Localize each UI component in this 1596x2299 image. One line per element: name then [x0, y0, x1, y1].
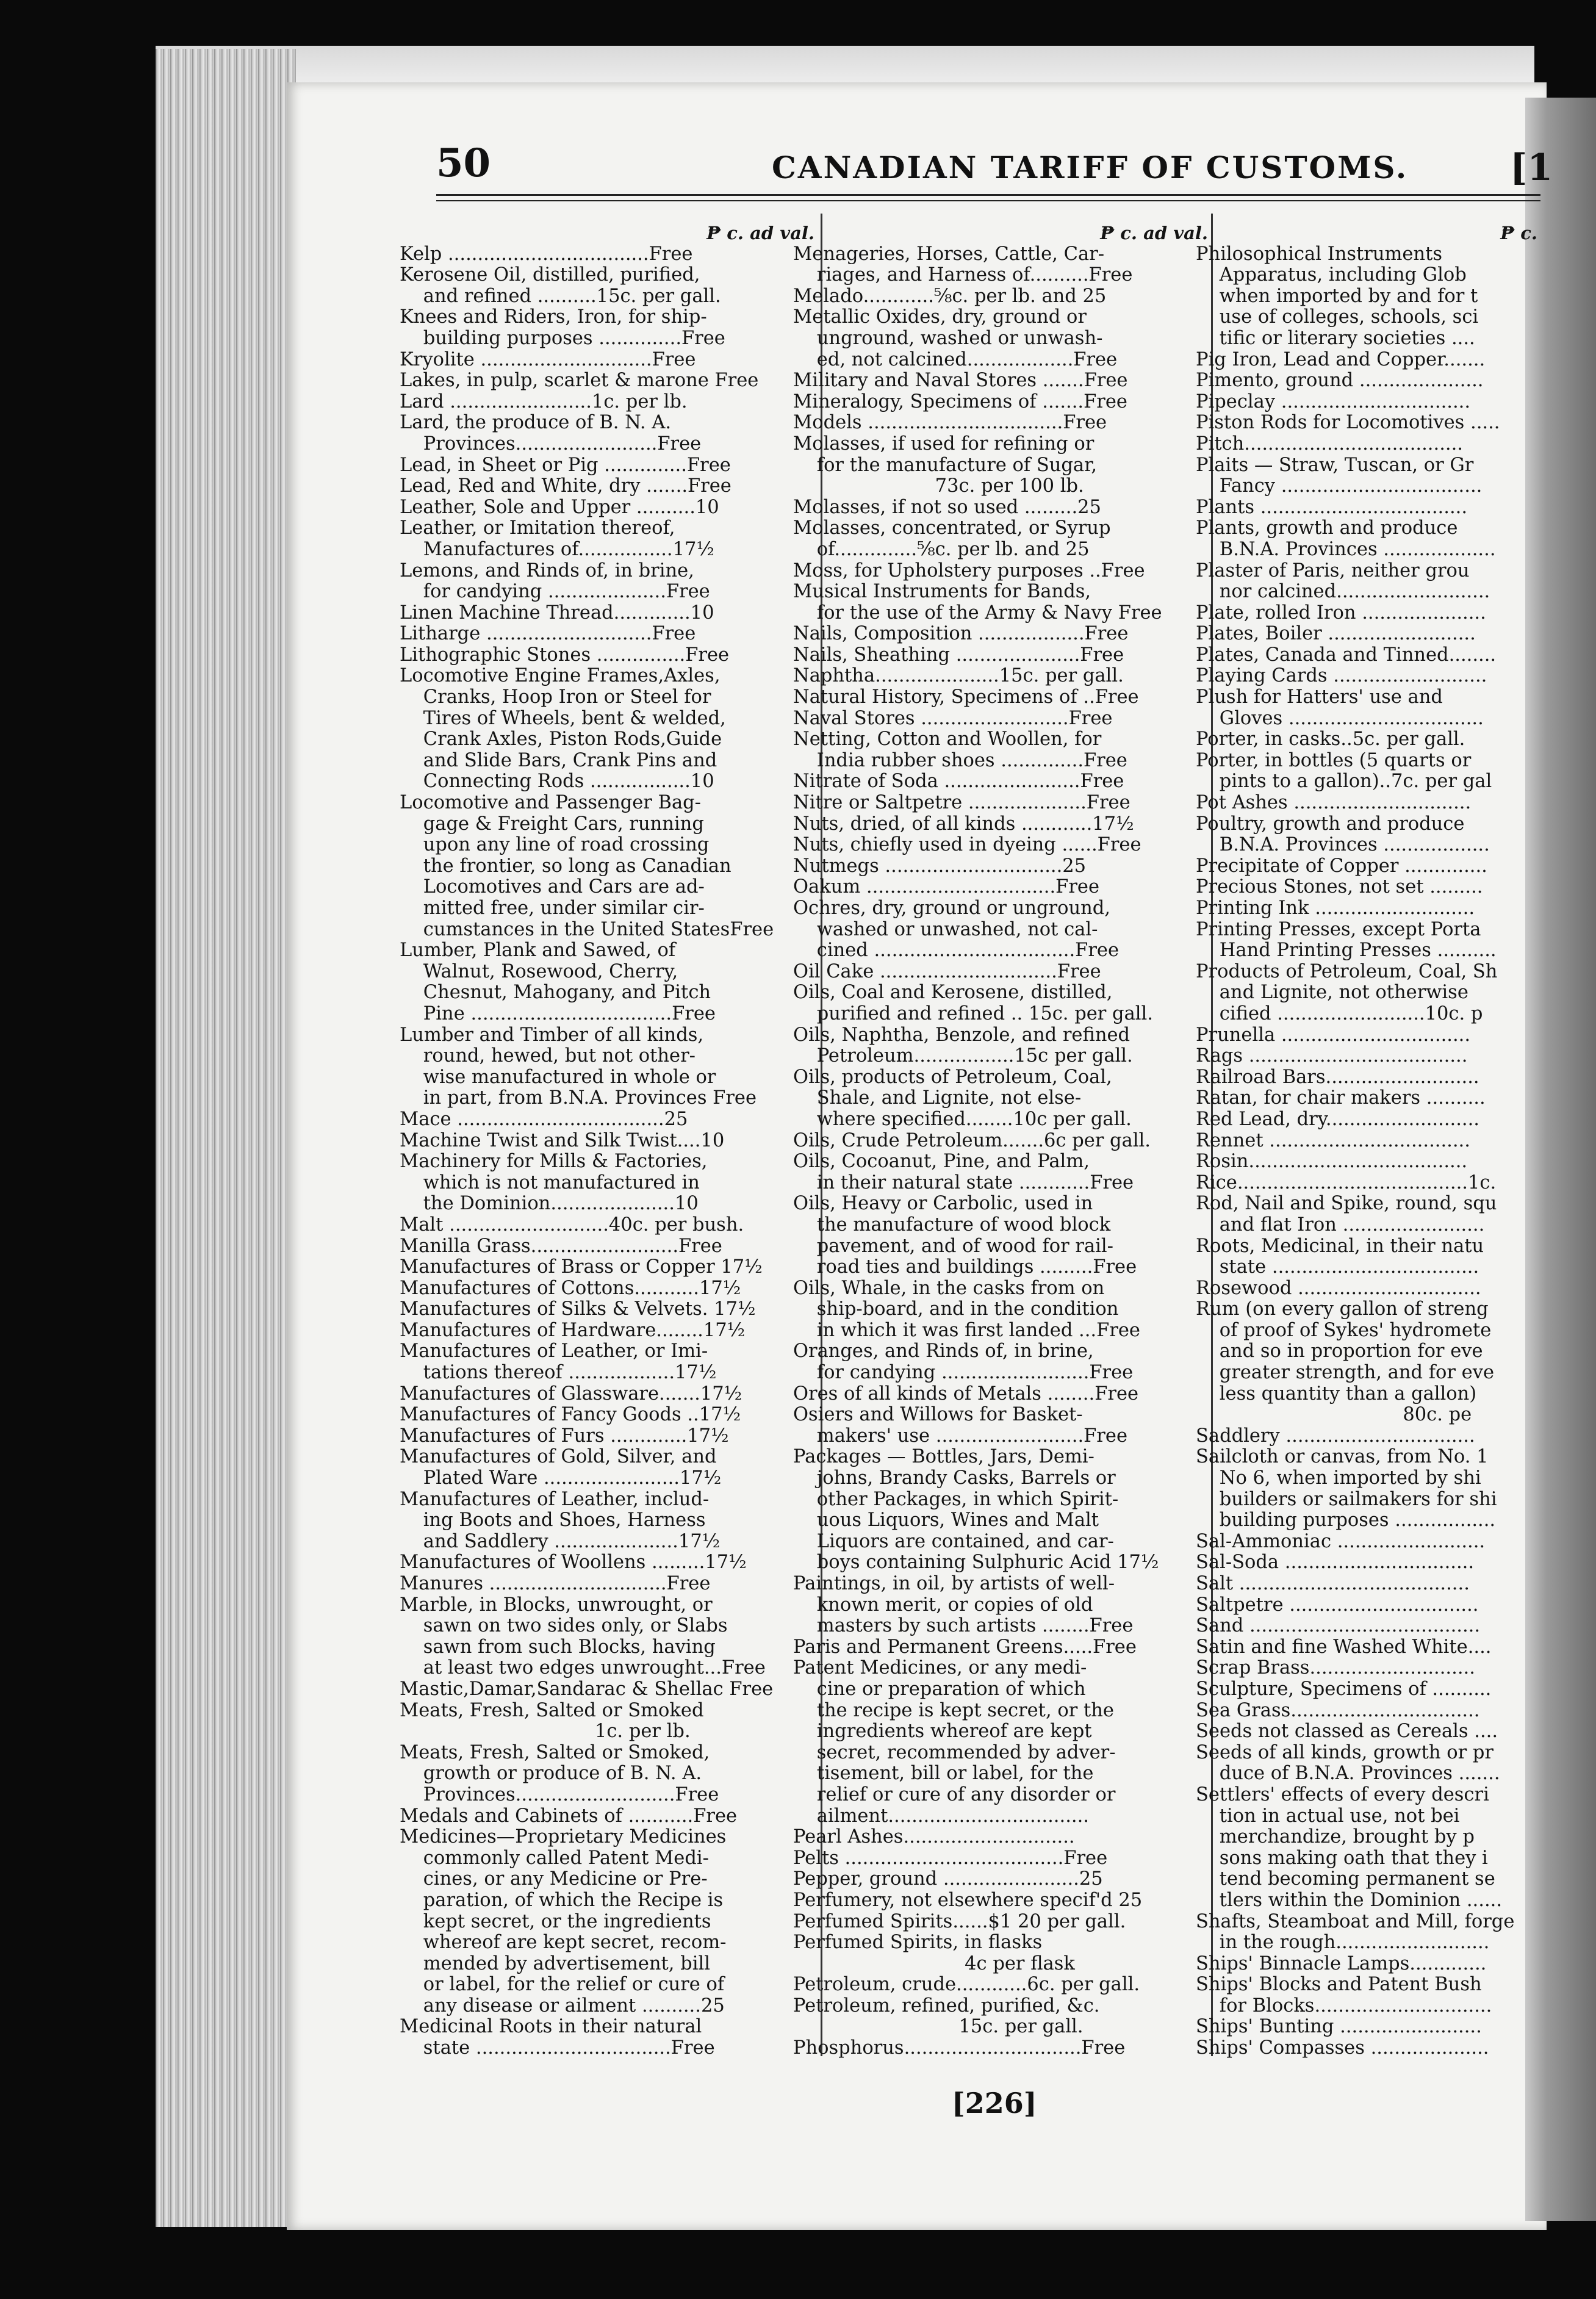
tariff-entry: nor calcined..........................	[1196, 581, 1490, 603]
tariff-entry: Printing Ink ...........................	[1196, 898, 1475, 919]
tariff-entry: for the manufacture of Sugar,	[793, 454, 1098, 476]
tariff-entry: Lard, the produce of B. N. A.	[400, 412, 672, 434]
tariff-entry: for candying ....................Free	[400, 581, 710, 603]
tariff-entry: Pearl Ashes.............................	[793, 1826, 1075, 1848]
tariff-entry: other Packages, in which Spirit-	[793, 1488, 1119, 1510]
tariff-entry: tations thereof ..................17½	[400, 1362, 717, 1384]
tariff-entry: Rags .....................................	[1196, 1045, 1468, 1067]
tariff-entry: tific or literary societies ....	[1196, 327, 1475, 349]
tariff-entry: Molasses, if used for refining or	[793, 433, 1095, 455]
tariff-entry: cine or preparation of which	[793, 1678, 1086, 1700]
tariff-entry: Manures ..............................Free	[400, 1573, 711, 1594]
tariff-entry: Piston Rods for Locomotives .....	[1196, 412, 1500, 434]
tariff-entry: Plated Ware .......................17½	[400, 1467, 722, 1489]
tariff-entry: growth or produce of B. N. A.	[400, 1763, 702, 1785]
tariff-entry: Plants, growth and produce	[1196, 517, 1458, 539]
tariff-entry: 4c per flask	[793, 1952, 1075, 1974]
tariff-entry: Molasses, concentrated, or Syrup	[793, 517, 1111, 539]
tariff-entry: Oils, Coal and Kerosene, distilled,	[793, 982, 1113, 1004]
tariff-entry: state .................................Free	[400, 2037, 715, 2059]
tariff-entry: India rubber shoes ..............Free	[793, 749, 1127, 771]
tariff-entry: Lithographic Stones ...............Free	[400, 644, 730, 666]
tariff-entry: Playing Cards ..........................	[1196, 665, 1487, 687]
tariff-entry: of..............⅝c. per lb. and 25	[793, 538, 1090, 560]
column-header: ₱ c.	[1500, 223, 1537, 243]
tariff-entry: Medals and Cabinets of ...........Free	[400, 1805, 738, 1827]
tariff-entry: ed, not calcined..................Free	[793, 348, 1118, 370]
tariff-entry: Menageries, Horses, Cattle, Car-	[793, 243, 1105, 265]
tariff-entry: in the rough..........................	[1196, 1932, 1490, 1954]
tariff-entry: Manufactures of Glassware.......17½	[400, 1383, 742, 1405]
tariff-entry: Shafts, Steamboat and Mill, forge	[1196, 1910, 1515, 1932]
tariff-entry: ship-board, and in the condition	[793, 1298, 1119, 1320]
tariff-entry: Petroleum.................15c per gall.	[793, 1045, 1133, 1067]
tariff-entry: Melado............⅝c. per lb. and 25	[793, 285, 1107, 307]
tariff-entry: Leather, Sole and Upper ..........10	[400, 496, 719, 518]
tariff-entry: Plaster of Paris, neither grou	[1196, 559, 1470, 581]
tariff-entry: Oils, Whale, in the casks from on	[793, 1277, 1105, 1299]
tariff-entry: Nuts, chiefly used in dyeing ......Free	[793, 834, 1141, 856]
tariff-entry: Manufactures of Woollens .........17½	[400, 1552, 747, 1574]
tariff-entry: Oil Cake ..............................Free	[793, 960, 1101, 982]
tariff-entry: Plates, Boiler .........................	[1196, 623, 1476, 645]
tariff-entry: Ships' Blocks and Patent Bush	[1196, 1974, 1482, 1996]
tariff-entry: tlers within the Dominion ......	[1196, 1889, 1503, 1911]
tariff-entry: Moss, for Upholstery purposes ..Free	[793, 559, 1145, 581]
tariff-entry: Locomotives and Cars are ad-	[400, 876, 705, 898]
tariff-entry: Liquors are contained, and car-	[793, 1530, 1114, 1552]
tariff-entry: sawn on two sides only, or Slabs	[400, 1615, 728, 1637]
tariff-entry: Sal-Ammoniac .........................	[1196, 1530, 1486, 1552]
tariff-entry: any disease or ailment ..........25	[400, 1995, 725, 2017]
tariff-entry: less quantity than a gallon)	[1196, 1383, 1477, 1405]
tariff-entry: Scrap Brass............................	[1196, 1657, 1475, 1679]
tariff-entry: and so in proportion for eve	[1196, 1340, 1483, 1362]
tariff-entry: Connecting Rods .................10	[400, 771, 714, 793]
tariff-entry: Poultry, growth and produce	[1196, 813, 1465, 835]
tariff-entry: cined ..................................Free	[793, 940, 1120, 962]
tariff-column-1	[400, 223, 814, 2059]
tariff-entry: Nails, Sheathing .....................Free	[793, 644, 1124, 666]
tariff-entry: mended by advertisement, bill	[400, 1952, 710, 1974]
tariff-entry: Plaits — Straw, Tuscan, or Gr	[1196, 454, 1474, 476]
tariff-entry: cines, or any Medicine or Pre-	[400, 1868, 708, 1890]
header-rule-thin	[436, 200, 1540, 201]
tariff-entry: gage & Freight Cars, running	[400, 813, 704, 835]
tariff-entry: Saddlery ................................	[1196, 1425, 1475, 1447]
tariff-entry: and flat Iron ........................	[1196, 1214, 1485, 1236]
tariff-entry: Lakes, in pulp, scarlet & marone Free	[400, 370, 759, 392]
tariff-entry: Kerosene Oil, distilled, purified,	[400, 264, 700, 286]
tariff-entry: in which it was first landed ...Free	[793, 1319, 1140, 1341]
tariff-entry: Lemons, and Rinds of, in brine,	[400, 559, 694, 581]
tariff-entry: Oranges, and Rinds of, in brine,	[793, 1340, 1094, 1362]
tariff-entry: Knees and Riders, Iron, for ship-	[400, 306, 707, 328]
tariff-entry: uous Liquors, Wines and Malt	[793, 1509, 1099, 1531]
tariff-entry: Pelts .....................................Free	[793, 1847, 1108, 1869]
tariff-entry: known merit, or copies of old	[793, 1594, 1093, 1616]
tariff-entry: Ships' Binnacle Lamps.............	[1196, 1952, 1487, 1974]
tariff-entry: Marble, in Blocks, unwrought, or	[400, 1594, 713, 1616]
tariff-entry: Nutmegs ..............................25	[793, 855, 1087, 877]
tariff-entry: Roots, Medicinal, in their natu	[1196, 1235, 1484, 1257]
tariff-entry: Lard ........................1c. per lb.	[400, 390, 688, 412]
tariff-entry: mitted free, under similar cir-	[400, 898, 705, 919]
tariff-entry: Oils, Naphtha, Benzole, and refined	[793, 1024, 1130, 1046]
tariff-entry: Plants ...................................	[1196, 496, 1468, 518]
page-number: 50	[436, 140, 491, 186]
tariff-entry: Lead, Red and White, dry .......Free	[400, 475, 732, 497]
tariff-entry: Philosophical Instruments	[1196, 243, 1443, 265]
tariff-entry: Seeds not classed as Cereals ....	[1196, 1721, 1498, 1743]
tariff-entry: Kelp ..................................Free	[400, 243, 693, 265]
tariff-entry: ingredients whereof are kept	[793, 1721, 1092, 1743]
tariff-entry: kept secret, or the ingredients	[400, 1910, 711, 1932]
tariff-entry: or label, for the relief or cure of	[400, 1974, 725, 1996]
tariff-entry: Molasses, if not so used .........25	[793, 496, 1101, 518]
tariff-entry: Rum (on every gallon of streng	[1196, 1298, 1489, 1320]
tariff-entry: the Dominion.....................10	[400, 1193, 699, 1215]
tariff-entry: Manufactures of Brass or Copper 17½	[400, 1256, 763, 1278]
tariff-entry: Netting, Cotton and Woollen, for	[793, 729, 1102, 750]
tariff-entry: Plate, rolled Iron .....................	[1196, 602, 1486, 624]
tariff-entry: at least two edges unwrought...Free	[400, 1657, 766, 1679]
tariff-entry: building purposes ..............Free	[400, 327, 725, 349]
tariff-entry: Locomotive and Passenger Bag-	[400, 792, 701, 814]
tariff-entry: in their natural state ............Free	[793, 1171, 1134, 1193]
footer-page-reference: [226]	[952, 2087, 1037, 2120]
tariff-entry: Packages — Bottles, Jars, Demi-	[793, 1446, 1095, 1468]
tariff-entry: ailment..................................	[793, 1805, 1089, 1827]
tariff-entry: sawn from such Blocks, having	[400, 1636, 716, 1658]
tariff-entry: Medicines—Proprietary Medicines	[400, 1826, 727, 1848]
tariff-entry: of proof of Sykes' hydromete	[1196, 1319, 1492, 1341]
tariff-entry: Manufactures of Fancy Goods ..17½	[400, 1404, 741, 1426]
title-fragment: [1	[1510, 146, 1553, 189]
tariff-entry: Precious Stones, not set .........	[1196, 876, 1483, 898]
tariff-entry: duce of B.N.A. Provinces .......	[1196, 1763, 1500, 1785]
tariff-entry: Cranks, Hoop Iron or Steel for	[400, 686, 711, 708]
tariff-entry: Plush for Hatters' use and	[1196, 686, 1443, 708]
tariff-entry: Oakum ................................Free	[793, 876, 1100, 898]
tariff-entry: Manufactures of Furs .............17½	[400, 1425, 729, 1447]
tariff-entry: Machine Twist and Silk Twist....10	[400, 1129, 725, 1151]
tariff-entry: Seeds of all kinds, growth or pr	[1196, 1741, 1494, 1763]
tariff-entry: Rice.......................................1c.	[1196, 1171, 1497, 1193]
tariff-entry: Ratan, for chair makers ..........	[1196, 1087, 1486, 1109]
tariff-entry: wise manufactured in whole or	[400, 1066, 716, 1088]
tariff-entry: Perfumery, not elsewhere specif'd 25	[793, 1889, 1143, 1911]
tariff-entry: Models .................................Free	[793, 412, 1107, 434]
tariff-entry: Natural History, Specimens of ..Free	[793, 686, 1139, 708]
tariff-entry: Pipeclay ................................	[1196, 390, 1471, 412]
tariff-entry: No 6, when imported by shi	[1196, 1467, 1481, 1489]
tariff-entry: Ores of all kinds of Metals ........Free	[793, 1383, 1139, 1405]
tariff-entry: Porter, in casks..5c. per gall.	[1196, 729, 1465, 750]
tariff-entry: Red Lead, dry..........................	[1196, 1108, 1479, 1130]
tariff-entry: Settlers' effects of every descri	[1196, 1783, 1489, 1805]
tariff-entry: paration, of which the Recipe is	[400, 1889, 724, 1911]
tariff-entry: sons making oath that they i	[1196, 1847, 1488, 1869]
tariff-entry: Hand Printing Presses ..........	[1196, 940, 1497, 962]
tariff-entry: and refined ..........15c. per gall.	[400, 285, 721, 307]
tariff-entry: Petroleum, refined, purified, &c.	[793, 1995, 1100, 2017]
tariff-entry: Manufactures of Leather, or Imi-	[400, 1340, 708, 1362]
tariff-entry: washed or unwashed, not cal-	[793, 918, 1098, 940]
tariff-entry: Oils, Heavy or Carbolic, used in	[793, 1193, 1093, 1215]
tariff-entry: Manufactures of Leather, includ-	[400, 1488, 710, 1510]
tariff-entry: Apparatus, including Glob	[1196, 264, 1467, 286]
tariff-entry: Provinces...........................Free	[400, 1783, 719, 1805]
tariff-entry: Machinery for Mills & Factories,	[400, 1151, 708, 1173]
tariff-entry: Kryolite .............................Free	[400, 348, 696, 370]
tariff-entry: masters by such artists ........Free	[793, 1615, 1134, 1637]
tariff-entry: Products of Petroleum, Coal, Sh	[1196, 960, 1498, 982]
tariff-entry: for the use of the Army & Navy Free	[793, 602, 1162, 624]
tariff-entry: Locomotive Engine Frames,Axles,	[400, 665, 721, 687]
tariff-entry: use of colleges, schools, sci	[1196, 306, 1479, 328]
tariff-entry: Porter, in bottles (5 quarts or	[1196, 749, 1472, 771]
tariff-entry: upon any line of road crossing	[400, 834, 710, 856]
tariff-entry: Sand .......................................	[1196, 1615, 1481, 1637]
tariff-entry: Petroleum, crude............6c. per gall.	[793, 1974, 1140, 1996]
tariff-entry: B.N.A. Provinces ...................	[1196, 538, 1496, 560]
tariff-entry: Lumber and Timber of all kinds,	[400, 1024, 704, 1046]
tariff-entry: Ships' Bunting ........................	[1196, 2016, 1482, 2038]
tariff-entry: Fancy ..................................	[1196, 475, 1483, 497]
tariff-entry: when imported by and for t	[1196, 285, 1478, 307]
tariff-entry: builders or sailmakers for shi	[1196, 1488, 1497, 1510]
tariff-entry: Tires of Wheels, bent & welded,	[400, 707, 726, 729]
tariff-entry: pavement, and of wood for rail-	[793, 1235, 1113, 1257]
tariff-entry: Manufactures of Gold, Silver, and	[400, 1446, 717, 1468]
tariff-entry: and Lignite, not otherwise	[1196, 982, 1468, 1004]
tariff-entry: where specified........10c per gall.	[793, 1108, 1132, 1130]
tariff-entry: road ties and buildings .........Free	[793, 1256, 1137, 1278]
tariff-entry: Malt ...........................40c. per bush.	[400, 1214, 744, 1236]
tariff-entry: Naphtha.....................15c. per gall.	[793, 665, 1124, 687]
tariff-column-2	[793, 223, 1208, 2059]
tariff-entry: Provinces........................Free	[400, 433, 702, 455]
tariff-entry: Nuts, dried, of all kinds ............17½	[793, 813, 1134, 835]
tariff-entry: Perfumed Spirits, in flasks	[793, 1932, 1043, 1954]
tariff-entry: johns, Brandy Casks, Barrels or	[793, 1467, 1116, 1489]
tariff-entry: Mineralogy, Specimens of .......Free	[793, 390, 1127, 412]
tariff-entry: the recipe is kept secret, or the	[793, 1699, 1114, 1721]
tariff-entry: Phosphorus..............................Free	[793, 2037, 1126, 2059]
tariff-entry: Leather, or Imitation thereof,	[400, 517, 675, 539]
tariff-entry: 80c. pe	[1196, 1404, 1472, 1426]
tariff-entry: for candying .........................Free	[793, 1362, 1134, 1384]
tariff-entry: Printing Presses, except Porta	[1196, 918, 1481, 940]
tariff-entry: Pig Iron, Lead and Copper.......	[1196, 348, 1486, 370]
tariff-entry: purified and refined .. 15c. per gall.	[793, 1002, 1153, 1024]
tariff-column-3	[1196, 223, 1537, 2059]
tariff-entry: secret, recommended by adver-	[793, 1741, 1116, 1763]
tariff-entry: boys containing Sulphuric Acid 17½	[793, 1552, 1159, 1574]
tariff-entry: Military and Naval Stores .......Free	[793, 370, 1128, 392]
tariff-entry: Pot Ashes ..............................	[1196, 792, 1472, 814]
tariff-entry: Manufactures of................17½	[400, 538, 714, 560]
tariff-entry: Perfumed Spirits......$1 20 per gall.	[793, 1910, 1126, 1932]
tariff-entry: 73c. per 100 lb.	[793, 475, 1084, 497]
tariff-entry: 1c. per lb.	[400, 1721, 691, 1743]
tariff-entry: Nitrate of Soda .......................Free	[793, 771, 1124, 793]
tariff-entry: Gloves .................................	[1196, 707, 1484, 729]
tariff-entry: Ochres, dry, ground or unground,	[793, 898, 1110, 919]
tariff-entry: Ships' Compasses ....................	[1196, 2037, 1489, 2059]
column-header: ₱ c. ad val.	[1100, 223, 1208, 243]
tariff-entry: B.N.A. Provinces ..................	[1196, 834, 1490, 856]
header-rule	[436, 194, 1540, 196]
tariff-entry: Prunella ................................	[1196, 1024, 1471, 1046]
page-header	[436, 134, 1583, 201]
tariff-entry: Paintings, in oil, by artists of well-	[793, 1573, 1115, 1594]
tariff-entry: Lumber, Plank and Sawed, of	[400, 940, 676, 962]
tariff-entry: Satin and fine Washed White....	[1196, 1636, 1492, 1658]
tariff-entry: Musical Instruments for Bands,	[793, 581, 1091, 603]
tariff-entry: Manufactures of Cottons...........17½	[400, 1277, 741, 1299]
tariff-entry: in part, from B.N.A. Provinces Free	[400, 1087, 757, 1109]
tariff-entry: greater strength, and for eve	[1196, 1362, 1494, 1384]
tariff-entry: riages, and Harness of..........Free	[793, 264, 1133, 286]
tariff-entry: Meats, Fresh, Salted or Smoked	[400, 1699, 704, 1721]
tariff-entry: Oils, Crude Petroleum.......6c per gall.	[793, 1129, 1151, 1151]
tariff-entry: Manilla Grass.........................Free	[400, 1235, 722, 1257]
tariff-entry: Salt .......................................	[1196, 1573, 1470, 1594]
tariff-entry: Litharge ............................Free	[400, 623, 696, 645]
tariff-entry: state ...................................	[1196, 1256, 1479, 1278]
tariff-entry: Saltpetre ................................	[1196, 1594, 1479, 1616]
running-title: CANADIAN TARIFF OF CUSTOMS.	[772, 149, 1409, 185]
tariff-entry: for Blocks..............................	[1196, 1995, 1492, 2017]
tariff-entry: Sailcloth or canvas, from No. 1	[1196, 1446, 1489, 1468]
tariff-entry: Naval Stores .........................Free	[793, 707, 1113, 729]
tariff-entry: tend becoming permanent se	[1196, 1868, 1495, 1890]
tariff-entry: Plates, Canada and Tinned........	[1196, 644, 1497, 666]
tariff-entry: pints to a gallon)..7c. per gal	[1196, 771, 1492, 793]
tariff-entry: makers' use .........................Free	[793, 1425, 1127, 1447]
tariff-entry: Shale, and Lignite, not else-	[793, 1087, 1082, 1109]
tariff-entry: Pine ..................................Free	[400, 1002, 716, 1024]
tariff-entry: Precipitate of Copper ..............	[1196, 855, 1487, 877]
tariff-entry: Rosewood ...............................	[1196, 1277, 1481, 1299]
tariff-entry: Pitch.....................................	[1196, 433, 1463, 455]
tariff-entry: Oils, products of Petroleum, Coal,	[793, 1066, 1112, 1088]
tariff-entry: Rod, Nail and Spike, round, squ	[1196, 1193, 1497, 1215]
tariff-entry: Paris and Permanent Greens.....Free	[793, 1636, 1137, 1658]
tariff-entry: ing Boots and Shoes, Harness	[400, 1509, 706, 1531]
tariff-entry: Mace ...................................25	[400, 1108, 688, 1130]
tariff-entry: Mastic,Damar,Sandarac & Shellac Free	[400, 1678, 774, 1700]
tariff-entry: Pimento, ground .....................	[1196, 370, 1484, 392]
tariff-entry: tion in actual use, not bei	[1196, 1805, 1460, 1827]
tariff-entry: whereof are kept secret, recom-	[400, 1932, 727, 1954]
tariff-entry: Oils, Cocoanut, Pine, and Palm,	[793, 1151, 1090, 1173]
tariff-entry: relief or cure of any disorder or	[793, 1783, 1116, 1805]
tariff-entry: Sea Grass................................	[1196, 1699, 1480, 1721]
tariff-entry: Nitre or Saltpetre ....................Free	[793, 792, 1130, 814]
tariff-entry: cumstances in the United StatesFree	[400, 918, 774, 940]
tariff-entry: Metallic Oxides, dry, ground or	[793, 306, 1087, 328]
tariff-entry: Patent Medicines, or any medi-	[793, 1657, 1087, 1679]
tariff-entry: Rennet ..................................	[1196, 1129, 1470, 1151]
tariff-entry: building purposes .................	[1196, 1509, 1496, 1531]
tariff-entry: Nails, Composition ..................Free	[793, 623, 1129, 645]
tariff-entry: merchandize, brought by p	[1196, 1826, 1475, 1848]
tariff-entry: and Slide Bars, Crank Pins and	[400, 749, 717, 771]
tariff-entry: Rosin.....................................	[1196, 1151, 1468, 1173]
tariff-entry: Manufactures of Silks & Velvets. 17½	[400, 1298, 756, 1320]
tariff-entry: Medicinal Roots in their natural	[400, 2016, 702, 2038]
tariff-entry: cified .........................10c. p	[1196, 1002, 1483, 1024]
tariff-entry: tisement, bill or label, for the	[793, 1763, 1094, 1785]
tariff-entry: Pepper, ground .......................25	[793, 1868, 1103, 1890]
tariff-entry: the manufacture of wood block	[793, 1214, 1111, 1236]
tariff-entry: Lead, in Sheet or Pig ..............Free	[400, 454, 731, 476]
tariff-entry: Sculpture, Specimens of ..........	[1196, 1678, 1492, 1700]
tariff-entry: Chesnut, Mahogany, and Pitch	[400, 982, 711, 1004]
tariff-entry: unground, washed or unwash-	[793, 327, 1103, 349]
tariff-entry: Manufactures of Hardware........17½	[400, 1319, 746, 1341]
column-header: ₱ c. ad val.	[706, 223, 814, 243]
tariff-entry: and Saddlery .....................17½	[400, 1530, 721, 1552]
tariff-entry: which is not manufactured in	[400, 1171, 700, 1193]
tariff-entry: Osiers and Willows for Basket-	[793, 1404, 1083, 1426]
book-page-edges	[156, 49, 296, 2227]
tariff-entry: Crank Axles, Piston Rods,Guide	[400, 729, 722, 750]
tariff-entry: Railroad Bars..........................	[1196, 1066, 1479, 1088]
tariff-entry: commonly called Patent Medi-	[400, 1847, 709, 1869]
tariff-entry: Meats, Fresh, Salted or Smoked,	[400, 1741, 710, 1763]
tariff-entry: the frontier, so long as Canadian	[400, 855, 732, 877]
tariff-entry: Sal-Soda ................................	[1196, 1552, 1475, 1574]
tariff-entry: Walnut, Rosewood, Cherry,	[400, 960, 678, 982]
tariff-entry: 15c. per gall.	[793, 2016, 1084, 2038]
tariff-entry: round, hewed, but not other-	[400, 1045, 696, 1067]
tariff-entry: Linen Machine Thread.............10	[400, 602, 714, 624]
